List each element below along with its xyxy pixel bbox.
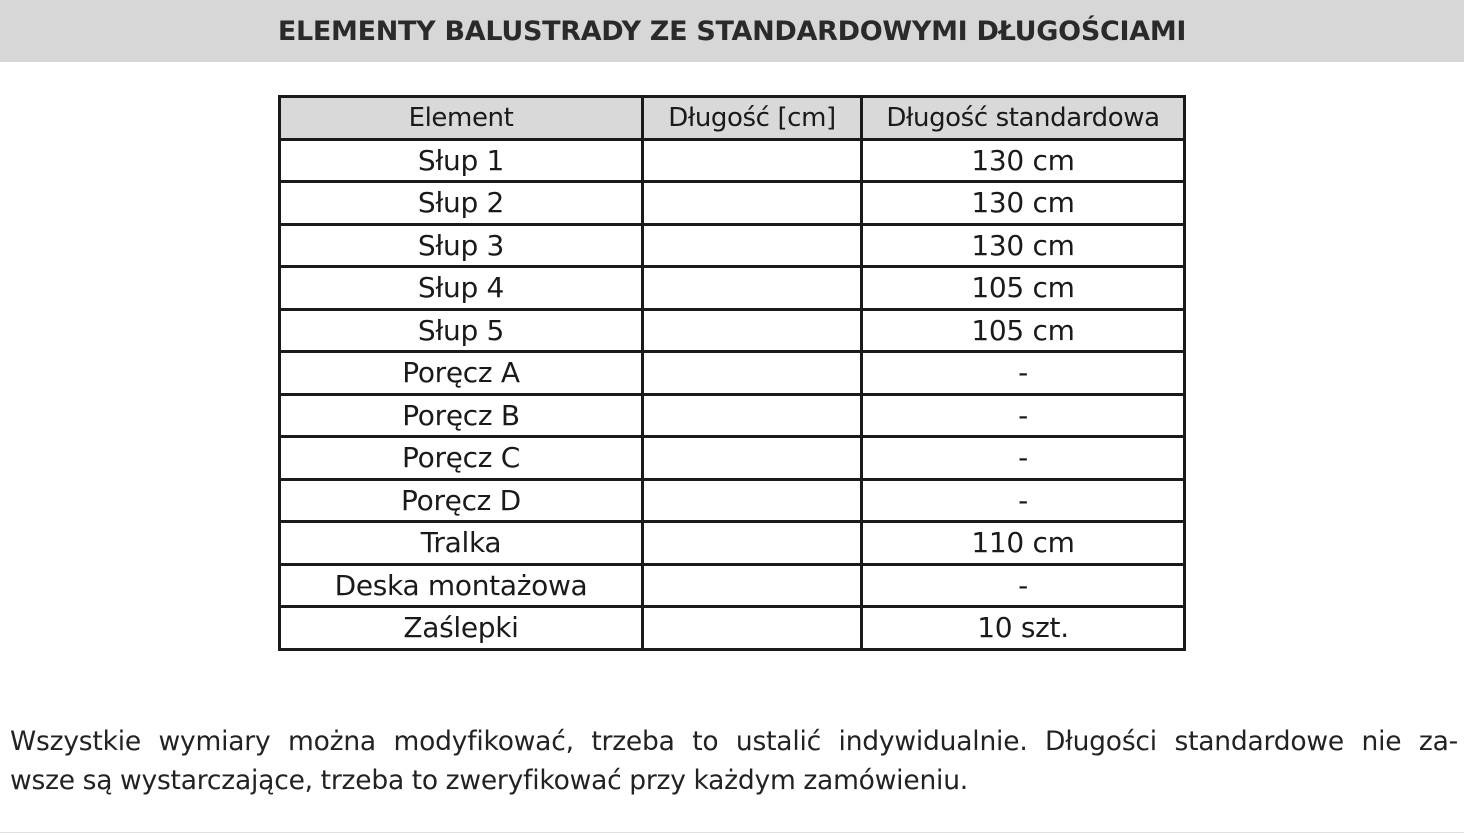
cell-length (643, 607, 862, 650)
table-row (280, 522, 1185, 565)
cell-standard-length: - (862, 437, 1185, 480)
column-header-length: Długość [cm] (643, 97, 862, 140)
table-row (280, 479, 1185, 522)
cell-standard-length: - (862, 352, 1185, 395)
cell-length (643, 182, 862, 225)
cell-element: Zaślepki (280, 607, 643, 650)
table-row (280, 564, 1185, 607)
cell-standard-length: 130 cm (862, 182, 1185, 225)
table-row (280, 267, 1185, 310)
cell-element: Słup 4 (280, 267, 643, 310)
cell-length (643, 564, 862, 607)
table-row (280, 182, 1185, 225)
cell-length (643, 394, 862, 437)
table-row (280, 607, 1185, 650)
cell-standard-length: 105 cm (862, 309, 1185, 352)
cell-element: Słup 2 (280, 182, 643, 225)
cell-element: Słup 3 (280, 224, 643, 267)
cell-standard-length: 105 cm (862, 267, 1185, 310)
column-header-standard-length: Długość standardowa (862, 97, 1185, 140)
cell-standard-length: 130 cm (862, 224, 1185, 267)
cell-element: Poręcz C (280, 437, 643, 480)
cell-element: Poręcz D (280, 479, 643, 522)
cell-element: Poręcz A (280, 352, 643, 395)
footnote-line-1: Wszystkie wymiary można modyfikować, trzeba to ustalić indywidualnie. Długości standardowe nie za- (10, 726, 1458, 757)
railing-elements-table (278, 95, 1186, 651)
cell-length (643, 309, 862, 352)
table-row (280, 224, 1185, 267)
bottom-divider (0, 832, 1464, 833)
cell-element: Poręcz B (280, 394, 643, 437)
cell-standard-length: 130 cm (862, 139, 1185, 182)
table-row (280, 394, 1185, 437)
cell-length (643, 479, 862, 522)
cell-length (643, 267, 862, 310)
title-bar (0, 0, 1464, 62)
cell-element: Tralka (280, 522, 643, 565)
table-row (280, 352, 1185, 395)
table-header-row (280, 97, 1185, 140)
cell-length (643, 224, 862, 267)
cell-element: Słup 1 (280, 139, 643, 182)
table-row (280, 309, 1185, 352)
cell-standard-length: 110 cm (862, 522, 1185, 565)
cell-length (643, 437, 862, 480)
column-header-element: Element (280, 97, 643, 140)
table-row (280, 437, 1185, 480)
page-title: ELEMENTY BALUSTRADY ZE STANDARDOWYMI DŁUGOŚCIAMI (277, 15, 1187, 47)
cell-length (643, 352, 862, 395)
cell-element: Słup 5 (280, 309, 643, 352)
cell-length (643, 522, 862, 565)
cell-element: Deska montażowa (280, 564, 643, 607)
table-row (280, 139, 1185, 182)
footnote-line-2: wsze są wystarczające, trzeba to zweryfikować przy każdym zamówieniu. (10, 765, 969, 796)
cell-length (643, 139, 862, 182)
cell-standard-length: - (862, 564, 1185, 607)
cell-standard-length: - (862, 394, 1185, 437)
cell-standard-length: - (862, 479, 1185, 522)
footnote (10, 722, 1458, 800)
cell-standard-length: 10 szt. (862, 607, 1185, 650)
